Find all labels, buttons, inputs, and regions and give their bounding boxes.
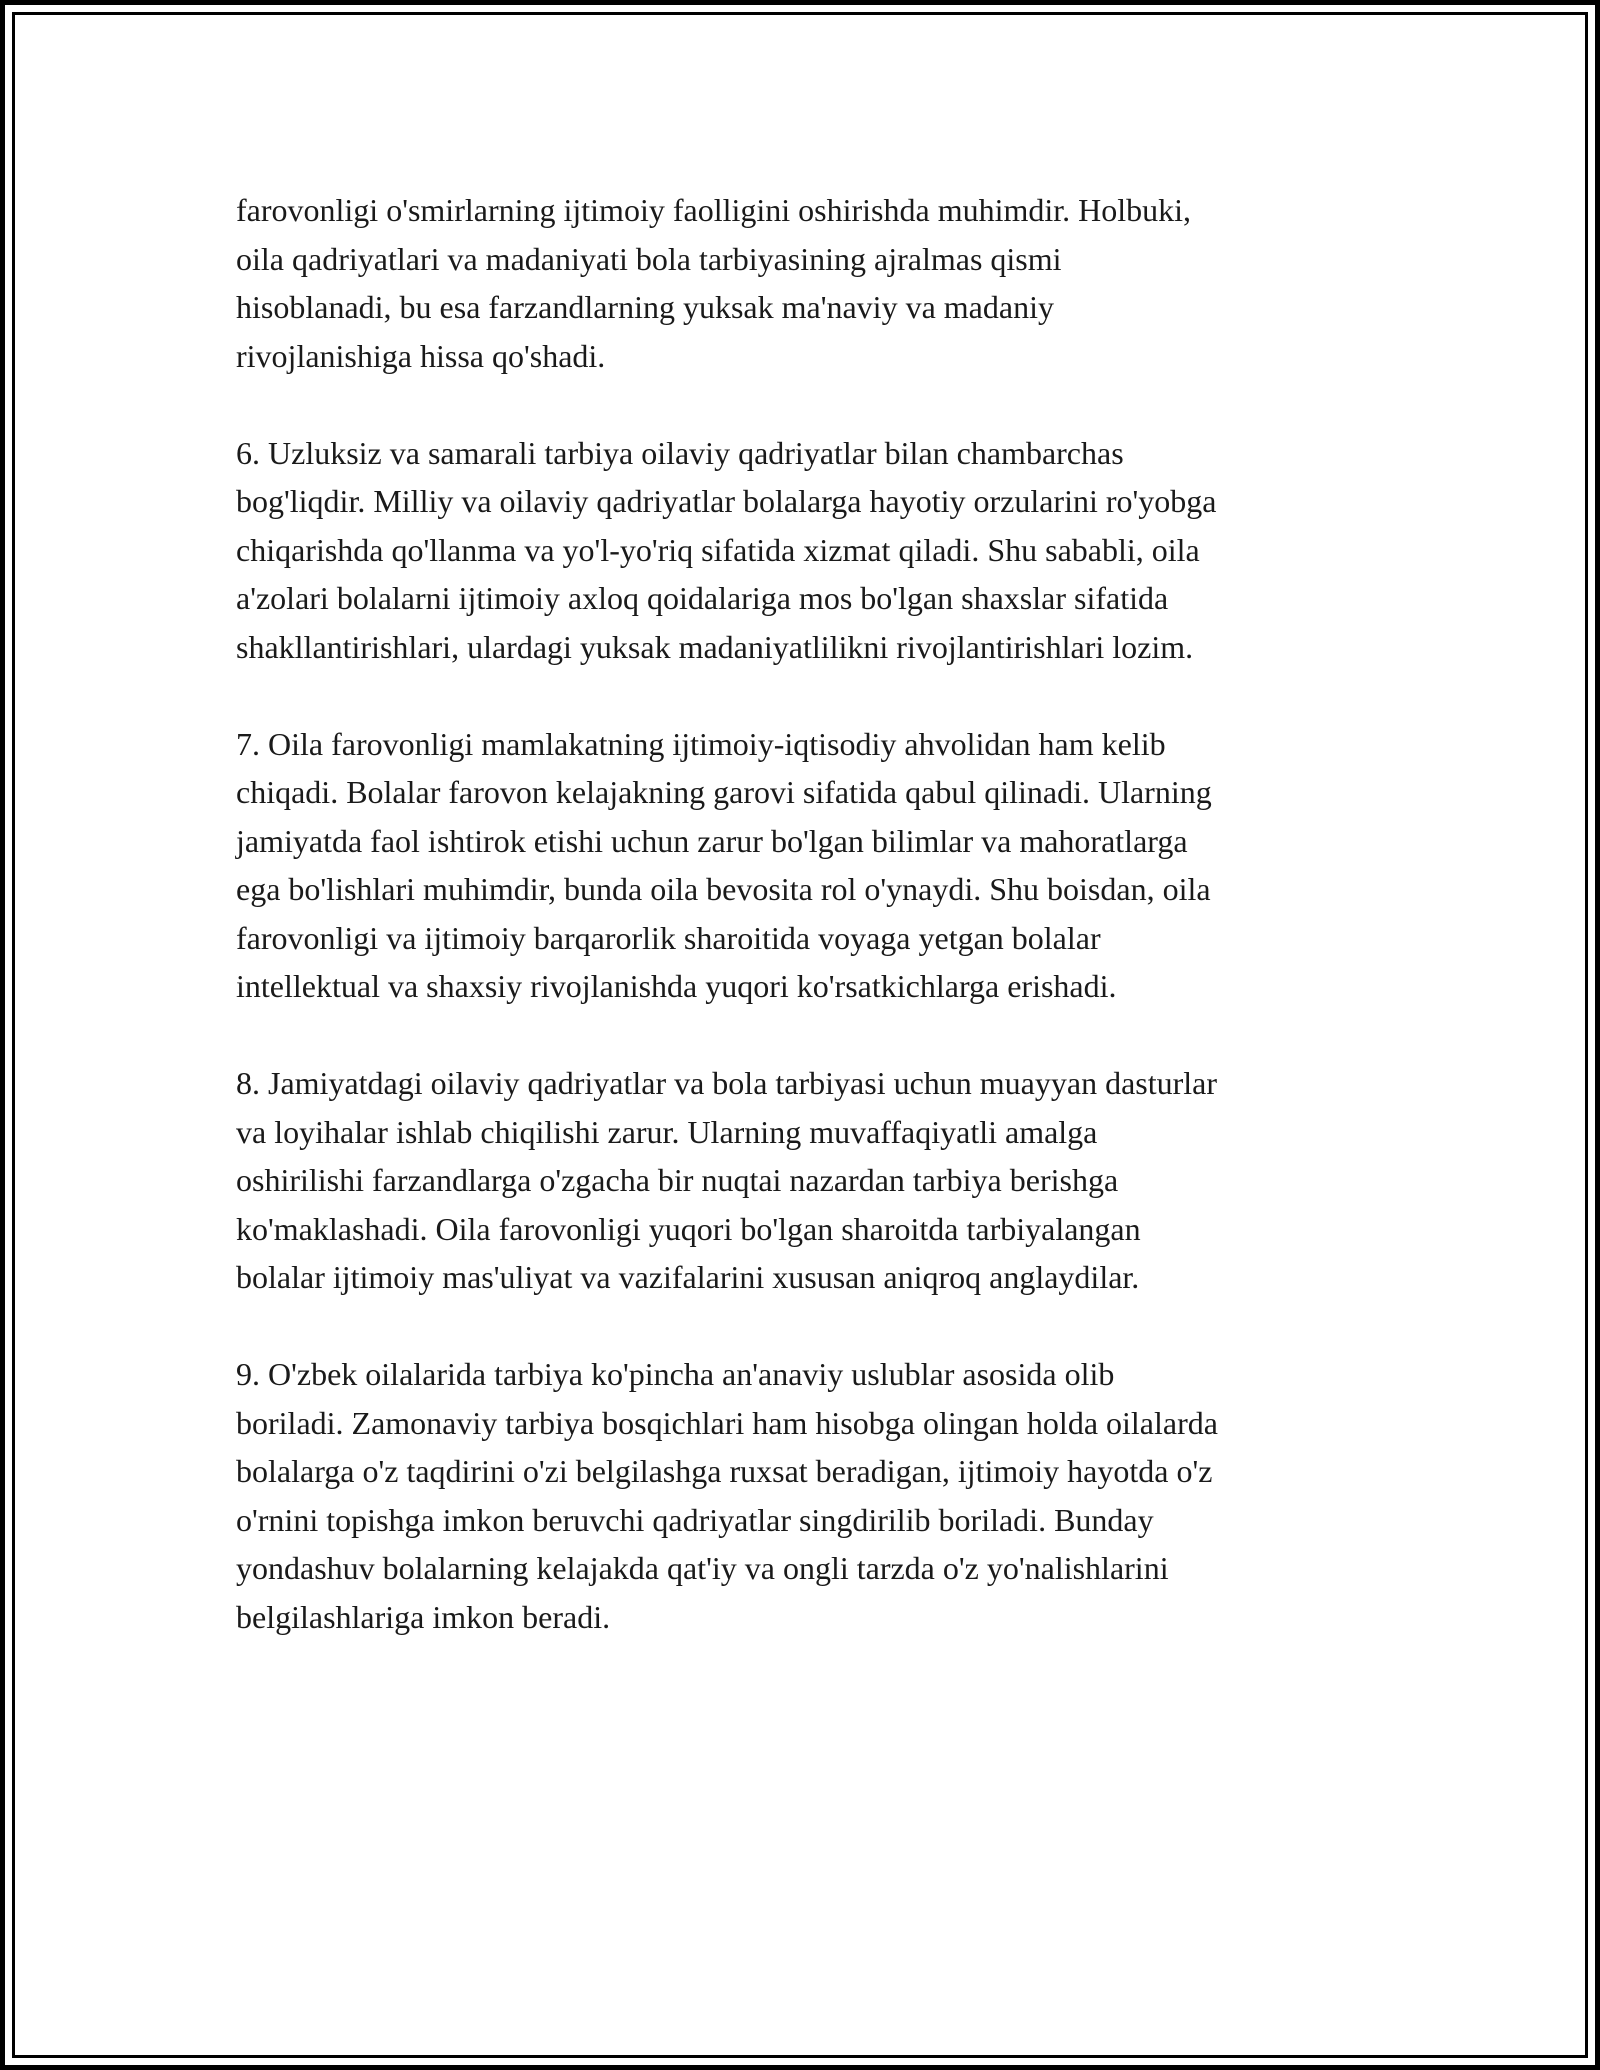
paragraph-item-6 [236, 429, 1366, 672]
paragraph-continuation [236, 186, 1366, 380]
text-line: 7. Oila farovonligi mamlakatning ijtimoiy-iqtisodiy ahvolidan ham kelib [236, 725, 1166, 762]
text-line: farovonligi va ijtimoiy barqarorlik sharoitida voyaga yetgan bolalar [236, 919, 1101, 956]
text-line: o'rnini topishga imkon beruvchi qadriyatlar singdirilib boriladi. Bunday [236, 1501, 1154, 1538]
paragraph-item-8 [236, 1059, 1366, 1302]
text-line: belgilashlariga imkon beradi. [236, 1598, 611, 1635]
text-line: hisoblanadi, bu esa farzandlarning yuksak ma'naviy va madaniy [236, 289, 1054, 325]
text-line: yondashuv bolalarning kelajakda qat'iy va ongli tarzda o'z yo'nalishlarini [236, 1550, 1169, 1586]
text-line: va loyihalar ishlab chiqilishi zarur. Ularning muvaffaqiyatli amalga [236, 1113, 1098, 1150]
text-line: ko'maklashadi. Oila farovonligi yuqori bo'lgan sharoitda tarbiyalangan [236, 1210, 1141, 1247]
text-line: intellektual va shaxsiy rivojlanishda yuqori ko'rsatkichlarga erishadi. [236, 968, 1117, 1004]
text-line: chiqarishda qo'llanma va yo'l-yo'riq sifatida xizmat qiladi. Shu sababli, oila [236, 531, 1200, 568]
text-line: jamiyatda faol ishtirok etishi uchun zarur bo'lgan bilimlar va mahoratlarga [236, 822, 1188, 859]
paragraph-item-7 [236, 720, 1366, 1011]
text-line: 9. O'zbek oilalarida tarbiya ko'pincha an'anaviy uslublar asosida olib [236, 1356, 1115, 1392]
text-line: oila qadriyatlari va madaniyati bola tarbiyasining ajralmas qismi [236, 240, 1062, 277]
text-line: bog'liqdir. Milliy va oilaviy qadriyatlar bolalarga hayotiy orzularini ro'yobga [236, 483, 1217, 519]
text-line: 6. Uzluksiz va samarali tarbiya oilaviy qadriyatlar bilan chambarchas [236, 434, 1124, 471]
text-line: a'zolari bolalarni ijtimoiy axloq qoidalariga mos bo'lgan shaxslar sifatida [236, 580, 1169, 616]
text-line: ega bo'lishlari muhimdir, bunda oila bevosita rol o'ynaydi. Shu boisdan, oila [236, 871, 1211, 907]
text-line: chiqadi. Bolalar farovon kelajakning garovi sifatida qabul qilinadi. Ularning [236, 774, 1212, 810]
text-line: shakllantirishlari, ulardagi yuksak madaniyatlilikni rivojlantirishlari lozim. [236, 628, 1194, 665]
paragraph-item-9 [236, 1350, 1366, 1641]
text-line: bolalar ijtimoiy mas'uliyat va vazifalarini xususan aniqroq anglaydilar. [236, 1259, 1140, 1295]
text-line: farovonligi o'smirlarning ijtimoiy faolligini oshirishda muhimdir. Holbuki, [236, 192, 1192, 228]
document-body [236, 186, 1366, 1690]
text-line: oshirilishi farzandlarga o'zgacha bir nuqtai nazardan tarbiya berishga [236, 1162, 1119, 1198]
text-line: 8. Jamiyatdagi oilaviy qadriyatlar va bola tarbiyasi uchun muayyan dasturlar [236, 1065, 1218, 1101]
text-line: rivojlanishiga hissa qo'shadi. [236, 337, 606, 374]
text-line: boriladi. Zamonaviy tarbiya bosqichlari ham hisobga olingan holda oilalarda [236, 1404, 1218, 1441]
text-line: bolalarga o'z taqdirini o'zi belgilashga ruxsat beradigan, ijtimoiy hayotda o'z [236, 1453, 1213, 1489]
